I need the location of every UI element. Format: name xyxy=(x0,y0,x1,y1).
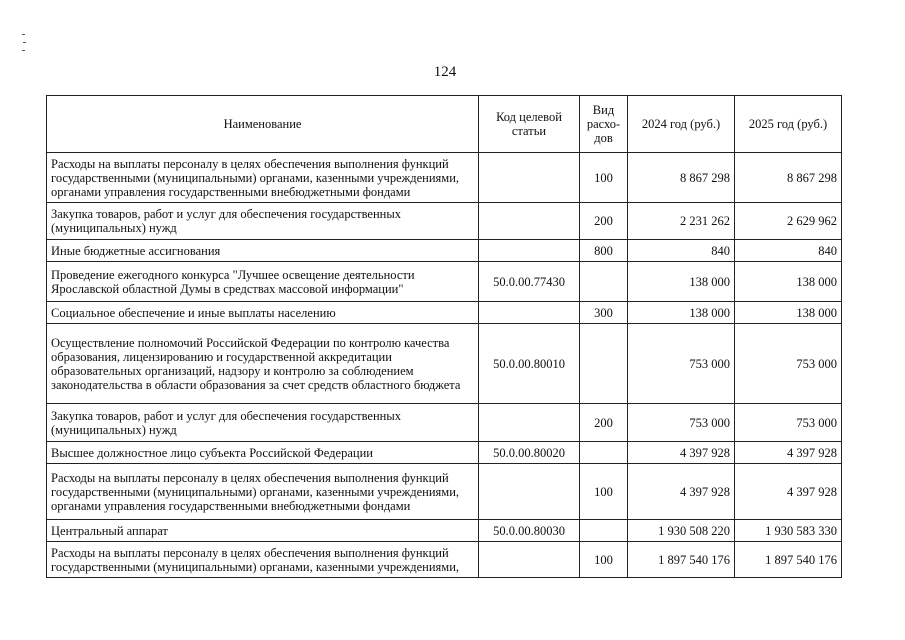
table-row xyxy=(47,240,842,262)
page-number: 124 xyxy=(433,64,457,80)
table-row xyxy=(47,153,842,203)
row-kind: 100 xyxy=(580,464,628,520)
row-name: Проведение ежегодного конкурса "Лучшее освещение деятельности Ярославской областной Думы в средствах массовой информации" xyxy=(47,262,479,302)
table-row xyxy=(47,442,842,464)
row-code xyxy=(479,153,580,203)
row-kind xyxy=(580,324,628,404)
row-code xyxy=(479,542,580,578)
header-2025: 2025 год (руб.) xyxy=(735,96,842,153)
table-header-row xyxy=(47,96,842,153)
row-code xyxy=(479,203,580,240)
row-kind: 300 xyxy=(580,302,628,324)
row-2025: 753 000 xyxy=(735,324,842,404)
row-code: 50.0.00.77430 xyxy=(479,262,580,302)
row-2025: 753 000 xyxy=(735,404,842,442)
row-2024: 8 867 298 xyxy=(628,153,735,203)
header-kind: Вид расхо- дов xyxy=(580,96,628,153)
row-2025: 8 867 298 xyxy=(735,153,842,203)
row-name: Социальное обеспечение и иные выплаты населению xyxy=(47,302,479,324)
table-row xyxy=(47,324,842,404)
row-kind: 100 xyxy=(580,542,628,578)
row-2025: 4 397 928 xyxy=(735,442,842,464)
row-2025: 840 xyxy=(735,240,842,262)
row-code: 50.0.00.80020 xyxy=(479,442,580,464)
header-name: Наименование xyxy=(47,96,479,153)
row-2024: 4 397 928 xyxy=(628,442,735,464)
budget-table xyxy=(46,95,842,578)
row-code xyxy=(479,302,580,324)
scan-marks xyxy=(22,34,28,54)
row-2025: 138 000 xyxy=(735,302,842,324)
row-2024: 1 930 508 220 xyxy=(628,520,735,542)
row-2024: 138 000 xyxy=(628,262,735,302)
row-2024: 753 000 xyxy=(628,404,735,442)
row-code xyxy=(479,464,580,520)
row-name: Центральный аппарат xyxy=(47,520,479,542)
row-2024: 4 397 928 xyxy=(628,464,735,520)
row-2025: 1 930 583 330 xyxy=(735,520,842,542)
row-code: 50.0.00.80010 xyxy=(479,324,580,404)
row-code: 50.0.00.80030 xyxy=(479,520,580,542)
row-name: Высшее должностное лицо субъекта Российской Федерации xyxy=(47,442,479,464)
table-row xyxy=(47,262,842,302)
row-2024: 840 xyxy=(628,240,735,262)
row-name: Расходы на выплаты персоналу в целях обеспечения выполнения функций государственными (муниципальными) органами, казенными учреждениями, органами управления государственными внебюджетными фондами xyxy=(47,464,479,520)
row-code xyxy=(479,404,580,442)
header-2024: 2024 год (руб.) xyxy=(628,96,735,153)
row-kind: 100 xyxy=(580,153,628,203)
row-name: Расходы на выплаты персоналу в целях обеспечения выполнения функций государственными (муниципальными) органами, казенными учреждениями, органами управления государственными внебюджетными фондами xyxy=(47,153,479,203)
row-name: Закупка товаров, работ и услуг для обеспечения государственных (муниципальных) нужд xyxy=(47,203,479,240)
row-kind: 800 xyxy=(580,240,628,262)
row-2024: 1 897 540 176 xyxy=(628,542,735,578)
row-name: Расходы на выплаты персоналу в целях обеспечения выполнения функций государственными (муниципальными) органами, казенными учреждениями, xyxy=(47,542,479,578)
row-2025: 138 000 xyxy=(735,262,842,302)
row-name: Осуществление полномочий Российской Федерации по контролю качества образования, лицензированию и государственной аккредитации образовательных организаций, надзору и контролю за соблюдением законодательства в области образования за счет средств областного бюджета xyxy=(47,324,479,404)
row-kind xyxy=(580,442,628,464)
row-2025: 4 397 928 xyxy=(735,464,842,520)
row-code xyxy=(479,240,580,262)
row-kind xyxy=(580,262,628,302)
table-row xyxy=(47,302,842,324)
row-kind: 200 xyxy=(580,404,628,442)
row-2024: 2 231 262 xyxy=(628,203,735,240)
row-kind: 200 xyxy=(580,203,628,240)
row-name: Закупка товаров, работ и услуг для обеспечения государственных (муниципальных) нужд xyxy=(47,404,479,442)
table-row xyxy=(47,542,842,578)
row-name: Иные бюджетные ассигнования xyxy=(47,240,479,262)
table-row xyxy=(47,203,842,240)
row-kind xyxy=(580,520,628,542)
table-row xyxy=(47,520,842,542)
table-row xyxy=(47,404,842,442)
header-code: Код целевой статьи xyxy=(479,96,580,153)
row-2025: 1 897 540 176 xyxy=(735,542,842,578)
row-2025: 2 629 962 xyxy=(735,203,842,240)
row-2024: 753 000 xyxy=(628,324,735,404)
row-2024: 138 000 xyxy=(628,302,735,324)
table-row xyxy=(47,464,842,520)
